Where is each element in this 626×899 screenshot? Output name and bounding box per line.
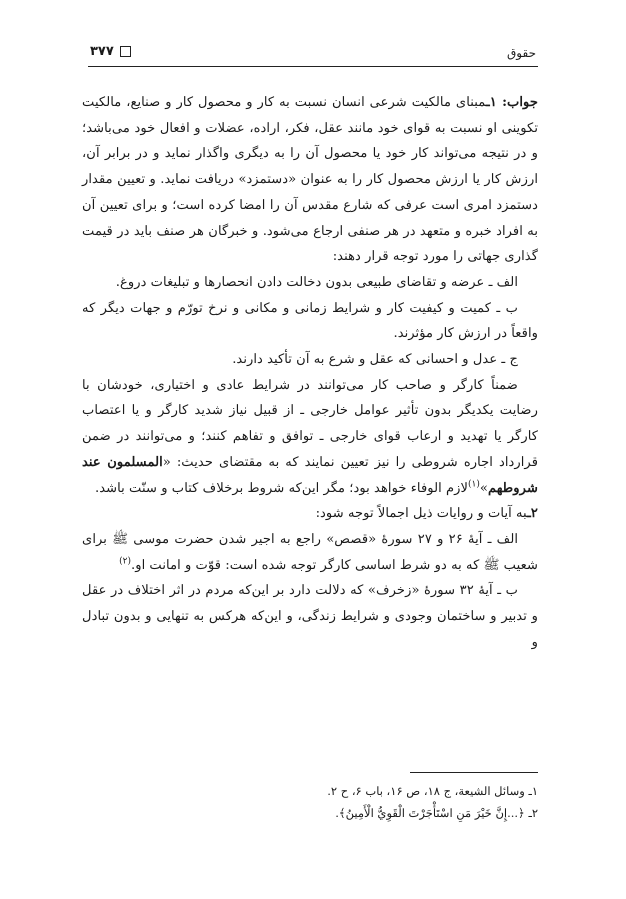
page-number: ۳۷۷ — [90, 44, 114, 59]
page-header — [88, 40, 538, 67]
square-icon — [120, 46, 131, 57]
running-title: حقوق — [507, 46, 536, 60]
item-be: ب ـ کمیت و کیفیت کار و شرایط زمانی و مکانی و نرخ تورّم و جهات دیگر که واقعاً در ارزش کار مؤثرند. — [82, 300, 538, 342]
main-text — [82, 90, 538, 655]
footnote-2: ۲ـ ﴿...إِنَّ خَيْرَ مَنِ اسْتَأْجَرْتَ الْقَوِيُّ الْأَمِينُ﴾. — [335, 806, 538, 820]
item-jim: ج ـ عدل و احسانی که عقل و شرع به آن تأکید دارند. — [232, 352, 518, 368]
footnote-1: ۱ـ وسائل الشیعة، ج ۱۸، ص ۱۶، باب ۶، ح ۲. — [327, 784, 538, 798]
hadith-quote: المسلمون عند شروطهم — [82, 454, 538, 496]
answer-label: جواب: ۱ـ — [485, 95, 538, 110]
item-alef: الف ـ عرضه و تقاضای طبیعی بدون دخالت دادن انحصارها و تبلیغات دروغ. — [115, 274, 518, 290]
footnote-divider — [410, 772, 538, 773]
item-alef-2 — [82, 527, 538, 578]
footnotes — [82, 780, 538, 824]
answer-text-2: به آیات و روایات ذیل اجمالاً توجه شود: — [315, 506, 528, 522]
paragraph-2 — [82, 373, 538, 502]
item-alef-2-text: الف ـ آیهٔ ۲۶ و ۲۷ سورهٔ «قصص» راجع به اجیر شدن حضرت موسی ﷺ برای شعیب ﷺ که به دو شرط اساسی کارگر توجه شده است: قوّت و امانت او. — [82, 531, 538, 573]
answer-number-2: ۲ـ — [527, 506, 538, 522]
paragraph-2-text: ضمناً کارگر و صاحب کار می‌توانند در شرایط عادی و اختیاری، خودشان با رضایت یکدیگر بدون تأثیر عوامل خارجی ـ از قبیل نیاز شدید کارگر و یا اعتصاب کارگر یا تهدید و ارعاب قوای خارجی ـ توافق و تفاهم کنند؛ و می‌توانند در ضمن قرارداد اجاره شروطی را نیز تعیین نمایند که به مقتضای حدیث: « — [82, 377, 539, 470]
paragraph-2-end: لازم الوفاء خواهد بود؛ مگر این‌که شروط برخلاف کتاب و سنّت باشد. — [95, 480, 468, 496]
item-be-2: ب ـ آیهٔ ۳۲ سورهٔ «زخرف» که دلالت دارد بر این‌که مردم در اثر اختلاف در عقل و تدبیر و ساختمان وجودی و شرایط زندگی، و این‌که هرکس به تنهایی و بدون تبادل و — [82, 583, 538, 650]
answer-paragraph-1 — [82, 90, 538, 270]
answer-text-1: مبنای مالکیت شرعی انسان نسبت به کار و محصول کار و صنایع، مالکیت تکوینی او نسبت به قوای خود مانند عقل، فکر، اراده، عضلات و افعال خود می‌باشد؛ و در نتیجه می‌تواند کار خود یا محصول آن را به دیگری واگذار نماید و در برابر آن، ارزش کار یا ارزش محصول کار را به عنوان «دستمزد» دریافت نماید. و تعیین مقدار دستمزد امری است عرفی که شارع مقدس آن را امضا کرده است؛ و برای تعیین آن به افراد خبره و متعهد در هر صنفی ارجاع می‌شود. و خبرگان هر صنف باید در قیمت گذاری جهاتی را مورد توجه قرار دهند: — [82, 95, 538, 265]
footnote-ref-1[interactable]: (۱) — [468, 479, 480, 490]
quote-close: » — [479, 480, 488, 496]
answer-paragraph-2 — [82, 501, 538, 527]
page-number-block — [90, 44, 131, 59]
footnote-ref-2[interactable]: (۲) — [119, 556, 132, 567]
